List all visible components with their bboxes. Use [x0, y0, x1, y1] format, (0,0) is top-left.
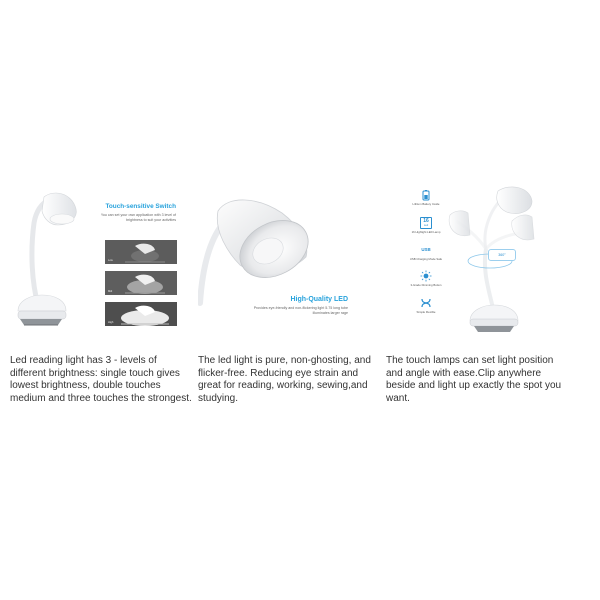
feature-flexible-label: Simple Flexible	[416, 310, 436, 314]
adjustable-lamp-panel	[386, 183, 566, 343]
brightness-description: Led reading light has 3 - levels of different brightness: single touch gives lowest brightness, double touches medium and three touches the strongest.	[10, 355, 192, 404]
brightness-mid-label: Mid	[108, 290, 113, 293]
feature-usb-label: USB Charging Mode Safe	[409, 257, 443, 261]
usb-symbol: USB	[421, 247, 431, 252]
touch-switch-title: Touch-sensitive Switch	[105, 203, 176, 210]
adjustable-description: The touch lamps can set light position and angle with ease.Clip anywhere beside and light up exactly the spot you want.	[386, 355, 562, 404]
brightness-low-thumbnail	[105, 240, 177, 264]
brightness-mid-thumbnail	[105, 271, 177, 295]
led-quality-title: High-Quality LED	[290, 296, 348, 303]
feature-dimming-label: 3-Grade Dimming Button	[410, 283, 442, 287]
brightness-high-label: High	[108, 321, 114, 324]
touch-switch-panel	[10, 183, 190, 343]
lamp-head-illustration	[198, 183, 378, 343]
feature-battery-label: Lithium Battery Inside	[412, 202, 440, 206]
led-quality-subtitle: Provides eye-friendly and non-flickering light 5.75 long tube illuminates larger rage	[253, 306, 348, 315]
led-description: The led light is pure, non-ghosting, and flicker-free. Reducing eye strain and great for reading, working, sewing,and studying.	[198, 355, 371, 404]
led-quality-panel	[198, 183, 378, 343]
led-count-number: 16	[423, 218, 429, 224]
led-count-unit: Led	[423, 224, 429, 227]
brightness-low-label: Low	[108, 259, 113, 262]
feature-led-count-label: 16 Highlight LED Lamp	[411, 230, 441, 234]
adjustable-lamp-illustration	[386, 183, 566, 343]
rotation-angle-badge: 360°	[488, 249, 516, 261]
touch-switch-subtitle: You can set your own application with 3 level of brightness to suit your activities	[100, 213, 176, 222]
brightness-high-thumbnail	[105, 302, 177, 326]
